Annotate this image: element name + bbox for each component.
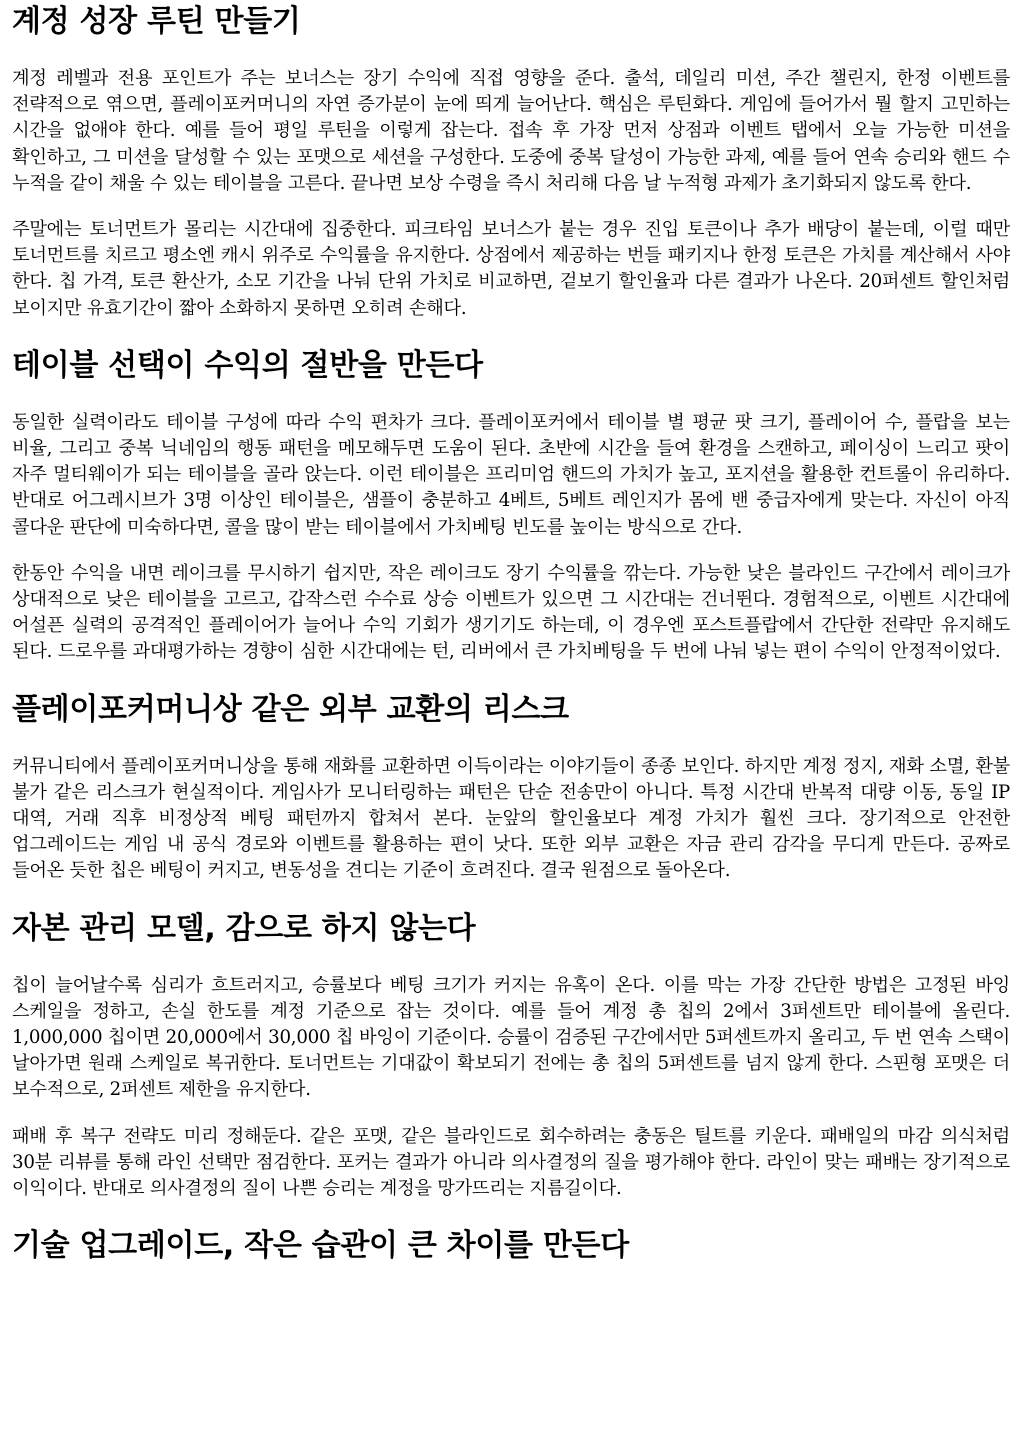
article — [12, 0, 1010, 1264]
section-heading: 자본 관리 모델, 감으로 하지 않는다 — [12, 910, 476, 946]
section-heading: 기술 업그레이드, 작은 습관이 큰 차이를 만든다 — [12, 1228, 629, 1264]
paragraph: 칩이 늘어날수록 심리가 흐트러지고, 승률보다 베팅 크기가 커지는 유혹이 온다. 이를 막는 가장 간단한 방법은 고정된 바잉 스케일을 정하고, 손실 한도를 계정 기준으로 잡는 것이다. 예를 들어 계정 총 칩의 2에서 3퍼센트만 테이블에 올린다. 1,000,000 칩이면 20,000에서 30,000 칩 바잉이 기준이다. 승률이 검증된 구간에서만 5퍼센트까지 올리고, 두 번 연속 스택이 날아가면 원래 스케일로 복귀한다. 토너먼트는 기대값이 확보되기 전에는 총 칩의 5퍼센트를 넘지 않게 한다. 스핀형 포맷은 더 보수적으로, 2퍼센트 제한을 유지한다. — [12, 974, 1010, 1101]
paragraph: 동일한 실력이라도 테이블 구성에 따라 수익 편차가 크다. 플레이포커에서 테이블 별 평균 팟 크기, 플레이어 수, 플랍을 보는 비율, 그리고 중복 닉네임의 행동 패턴을 메모해두면 도움이 된다. 초반에 시간을 들여 환경을 스캔하고, 페이싱이 느리고 팟이 자주 멀티웨이가 되는 테이블을 골라 앉는다. 이런 테이블은 프리미엄 핸드의 가치가 높고, 포지션을 활용한 컨트롤이 유리하다. 반대로 어그레시브가 3명 이상인 테이블은, 샘플이 충분하고 4베트, 5베트 레인지가 몸에 밴 중급자에게 맞는다. 자신이 아직 콜다운 판단에 미숙하다면, 콜을 많이 받는 테이블에서 가치베팅 빈도를 높이는 방식으로 간다. — [12, 411, 1010, 538]
section-heading: 계정 성장 루틴 만들기 — [12, 4, 301, 39]
paragraph: 주말에는 토너먼트가 몰리는 시간대에 집중한다. 피크타임 보너스가 붙는 경우 진입 토큰이나 추가 배당이 붙는데, 이럴 때만 토너먼트를 치르고 평소엔 캐시 위주로 수익률을 유지한다. 상점에서 제공하는 번들 패키지나 한정 토큰은 가치를 계산해서 사야 한다. 칩 가격, 토큰 환산가, 소모 기간을 나눠 단위 가치로 비교하면, 겉보기 할인율과 다른 결과가 나온다. 20퍼센트 할인처럼 보이지만 유효기간이 짧아 소화하지 못하면 오히려 손해다. — [12, 219, 1010, 319]
paragraph: 패배 후 복구 전략도 미리 정해둔다. 같은 포맷, 같은 블라인드로 회수하려는 충동은 틸트를 키운다. 패배일의 마감 의식처럼 30분 리뷰를 통해 라인 선택만 점검한다. 포커는 결과가 아니라 의사결정의 질을 평가해야 한다. 라인이 맞는 패배는 장기적으로 이익이다. 반대로 의사결정의 질이 나쁜 승리는 계정을 망가뜨리는 지름길이다. — [12, 1125, 1010, 1200]
section-heading: 테이블 선택이 수익의 절반을 만든다 — [12, 347, 483, 383]
paragraph: 커뮤니티에서 플레이포커머니상을 통해 재화를 교환하면 이득이라는 이야기들이 종종 보인다. 하지만 계정 정지, 재화 소멸, 환불 불가 같은 리스크가 현실적이다. 게임사가 모니터링하는 패턴은 단순 전송만이 아니다. 특정 시간대 반복적 대량 이동, 동일 IP 대역, 거래 직후 비정상적 베팅 패턴까지 합쳐서 본다. 눈앞의 할인율보다 계정 가치가 훨씬 크다. 장기적으로 안전한 업그레이드는 게임 내 공식 경로와 이벤트를 활용하는 편이 낫다. 또한 외부 교환은 자금 관리 감각을 무디게 만든다. 공짜로 들어온 듯한 칩은 베팅이 커지고, 변동성을 견디는 기준이 흐려진다. 결국 원점으로 돌아온다. — [12, 755, 1010, 882]
section-heading: 플레이포커머니상 같은 외부 교환의 리스크 — [12, 691, 569, 727]
paragraph: 계정 레벨과 전용 포인트가 주는 보너스는 장기 수익에 직접 영향을 준다. 출석, 데일리 미션, 주간 챌린지, 한정 이벤트를 전략적으로 엮으면, 플레이포커머니의 자연 증가분이 눈에 띄게 늘어난다. 핵심은 루틴화다. 게임에 들어가서 뭘 할지 고민하는 시간을 없애야 한다. 예를 들어 평일 루틴을 이렇게 잡는다. 접속 후 가장 먼저 상점과 이벤트 탭에서 오늘 가능한 미션을 확인하고, 그 미션을 달성할 수 있는 포맷으로 세션을 구성한다. 도중에 중복 달성이 가능한 과제, 예를 들어 연속 승리와 핸드 수 누적을 같이 채울 수 있는 테이블을 고른다. 끝나면 보상 수령을 즉시 처리해 다음 날 누적형 과제가 초기화되지 않도록 한다. — [12, 68, 1010, 194]
paragraph: 한동안 수익을 내면 레이크를 무시하기 쉽지만, 작은 레이크도 장기 수익률을 깎는다. 가능한 낮은 블라인드 구간에서 레이크가 상대적으로 낮은 테이블을 고르고, 갑작스런 수수료 상승 이벤트가 있으면 그 시간대는 건너뛴다. 경험적으로, 이벤트 시간대에 어설픈 실력의 공격적인 플레이어가 늘어나 수익 기회가 생기기도 하는데, 이 경우엔 포스트플랍에서 간단한 전략만 유지해도 된다. 드로우를 과대평가하는 경향이 심한 시간대에는 턴, 리버에서 큰 가치베팅을 두 번에 나눠 넣는 편이 수익이 안정적이었다. — [12, 562, 1010, 663]
